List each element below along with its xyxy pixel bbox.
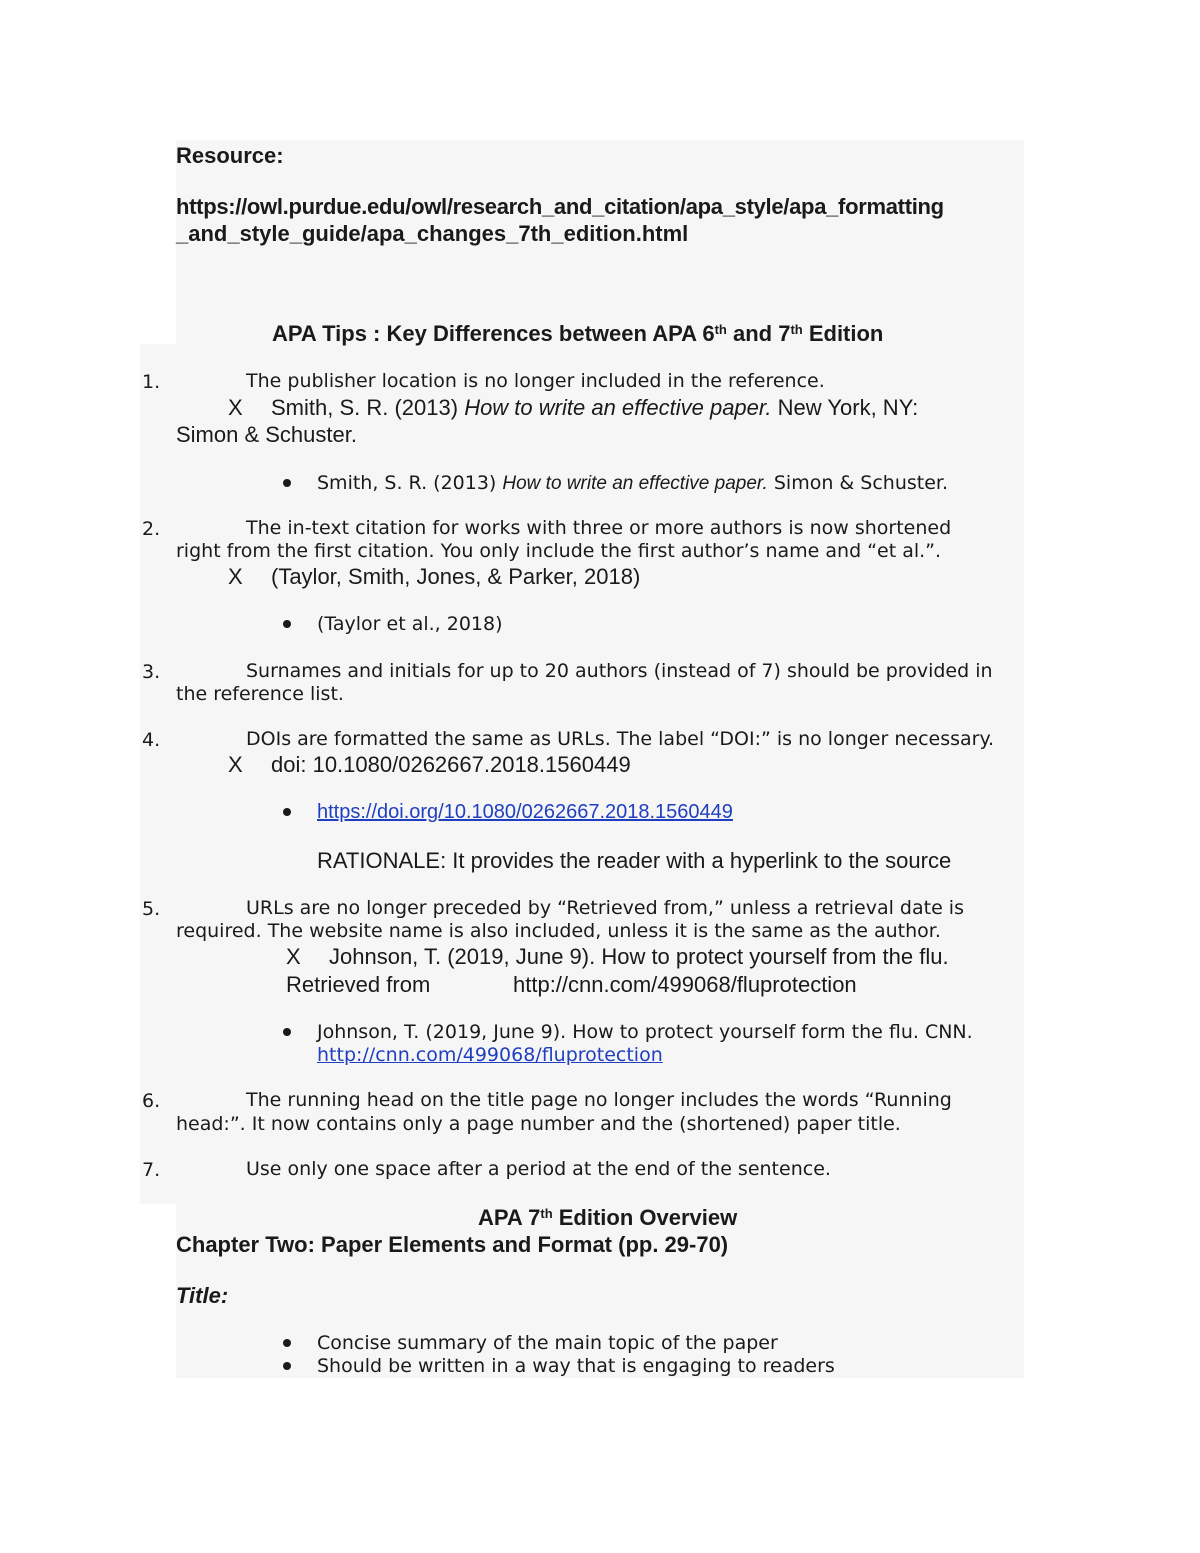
item-5-wrong-example-line2a: Retrieved from <box>286 972 431 997</box>
tips-title: APA Tips : Key Differences between APA 6th and 7th Edition <box>272 321 884 346</box>
overview-bullet-2 <box>283 1362 291 1370</box>
item-3-text-line1: Surnames and initials for up to 20 authors (instead of 7) should be provided in <box>246 660 993 682</box>
item-1-wrong-mark: X <box>228 395 243 420</box>
item-4-bullet <box>283 808 291 816</box>
item-2-wrong-mark: X <box>228 564 243 589</box>
item-4-doi-link[interactable]: https://doi.org/10.1080/0262667.2018.1560449 <box>317 801 733 823</box>
item-6-text-line1: The running head on the title page no longer includes the words “Running <box>246 1089 952 1111</box>
item-5-wrong-example-line1: Johnson, T. (2019, June 9). How to protect yourself from the flu. <box>329 944 949 969</box>
item-5-cnn-link[interactable]: http://cnn.com/499068/fluprotection <box>317 1044 663 1066</box>
item-5-bullet <box>283 1028 291 1036</box>
item-5-text-line1: URLs are no longer preceded by “Retrieved from,” unless a retrieval date is <box>246 897 964 919</box>
item-2-bullet <box>283 620 291 628</box>
overview-bullet-1-text: Concise summary of the main topic of the paper <box>317 1332 778 1354</box>
item-5-text-line2: required. The website name is also included, unless it is the same as the author. <box>176 920 941 942</box>
item-4-wrong-example: doi: 10.1080/0262667.2018.1560449 <box>271 752 631 777</box>
item-2-number: 2. <box>142 518 161 540</box>
item-1-wrong-example: Smith, S. R. (2013) How to write an effective paper. New York, NY: <box>271 395 919 420</box>
resource-label: Resource: <box>176 143 284 168</box>
item-3-number: 3. <box>142 661 161 683</box>
title-label: Title: <box>176 1283 229 1308</box>
item-2-text-line2: right from the first citation. You only include the first author’s name and “et al.”. <box>176 540 942 562</box>
item-5-number: 5. <box>142 898 161 920</box>
chapter-heading: Chapter Two: Paper Elements and Format (pp. 29-70) <box>176 1232 729 1257</box>
resource-url-line1[interactable]: https://owl.purdue.edu/owl/research_and_citation/apa_style/apa_formatting <box>176 194 944 219</box>
item-5-wrong-example-line2b: http://cnn.com/499068/fluprotection <box>513 972 857 997</box>
item-4-rationale: RATIONALE: It provides the reader with a hyperlink to the source <box>317 848 952 873</box>
item-4-wrong-mark: X <box>228 752 243 777</box>
item-7-number: 7. <box>142 1159 161 1181</box>
item-2-right-example: (Taylor et al., 2018) <box>317 613 503 635</box>
item-1-bullet <box>283 479 291 487</box>
item-5-wrong-mark: X <box>286 944 301 969</box>
overview-bullet-2-text: Should be written in a way that is engaging to readers <box>317 1355 835 1377</box>
item-1-right-example: Smith, S. R. (2013) How to write an effective paper. Simon & Schuster. <box>317 472 949 494</box>
overview-title: APA 7th Edition Overview <box>478 1205 738 1230</box>
item-3-text-line2: the reference list. <box>176 683 344 705</box>
item-2-text-line1: The in-text citation for works with three or more authors is now shortened <box>246 517 952 539</box>
item-5-right-example: Johnson, T. (2019, June 9). How to protect yourself form the flu. CNN. <box>317 1021 973 1043</box>
resource-url-line2[interactable]: _and_style_guide/apa_changes_7th_edition.html <box>176 221 689 246</box>
item-2-wrong-example: (Taylor, Smith, Jones, & Parker, 2018) <box>271 564 641 589</box>
item-1-text: The publisher location is no longer included in the reference. <box>246 370 825 392</box>
item-4-number: 4. <box>142 729 161 751</box>
item-1-number: 1. <box>142 371 161 393</box>
item-1-wrong-example-cont: Simon & Schuster. <box>176 422 357 447</box>
item-4-text: DOIs are formatted the same as URLs. The label “DOI:” is no longer necessary. <box>246 728 995 750</box>
item-7-text: Use only one space after a period at the end of the sentence. <box>246 1158 831 1180</box>
overview-bullet-1 <box>283 1339 291 1347</box>
item-6-text-line2: head:”. It now contains only a page number and the (shortened) paper title. <box>176 1113 901 1135</box>
item-6-number: 6. <box>142 1090 161 1112</box>
